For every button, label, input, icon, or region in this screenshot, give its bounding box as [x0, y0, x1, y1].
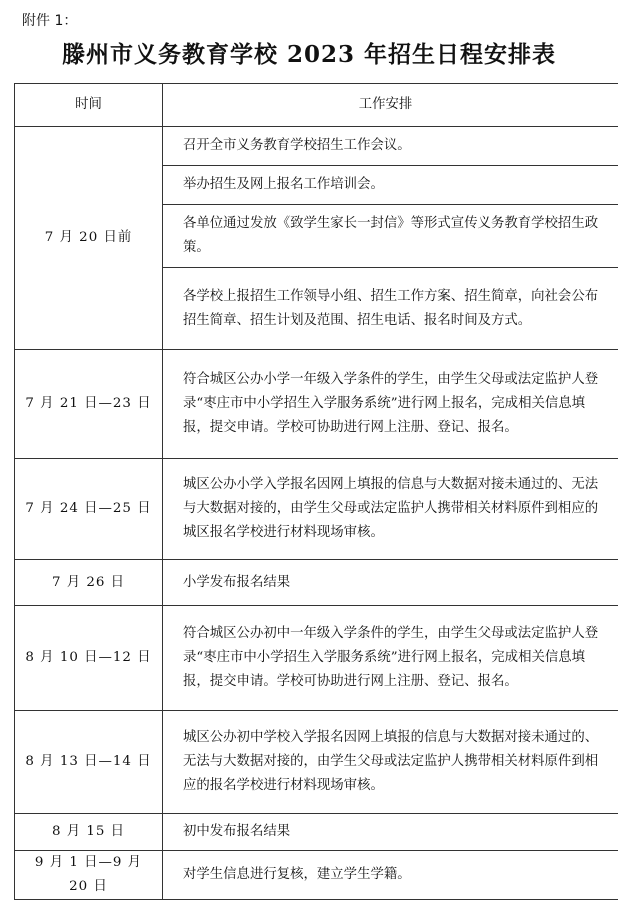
work-cell: 举办招生及网上报名工作培训会。: [163, 166, 618, 205]
table-row: [15, 606, 618, 711]
work-cell: 城区公办初中学校入学报名因网上填报的信息与大数据对接未通过的、无法与大数据对接的，由学生父母或法定监护人携带相关材料原件到相应的报名学校进行材料现场审核。: [163, 711, 618, 814]
table-row: [15, 560, 618, 606]
time-cell: 7 月 20 日前: [15, 127, 163, 350]
table-row: [15, 127, 618, 166]
attachment-label: 附件 1：: [22, 10, 77, 30]
time-cell: 7 月 24 日—25 日: [15, 459, 163, 560]
time-cell: 9 月 1 日—9 月 20 日: [15, 851, 163, 900]
table-row: [15, 851, 618, 900]
time-cell: 8 月 13 日—14 日: [15, 711, 163, 814]
time-cell: 8 月 10 日—12 日: [15, 606, 163, 711]
work-cell: 初中发布报名结果: [163, 814, 618, 851]
time-cell: 7 月 26 日: [15, 560, 163, 606]
header-time: 时间: [15, 84, 163, 127]
work-cell: 各单位通过发放《致学生家长一封信》等形式宣传义务教育学校招生政策。: [163, 205, 618, 268]
header-work: 工作安排: [163, 84, 618, 127]
schedule-table: [14, 83, 618, 900]
work-cell: 符合城区公办初中一年级入学条件的学生，由学生父母或法定监护人登录“枣庄市中小学招生入学服务系统”进行网上报名，完成相关信息填报，提交申请。学校可协助进行网上注册、登记、报名。: [163, 606, 618, 711]
work-cell: 各学校上报招生工作领导小组、招生工作方案、招生简章，向社会公布招生简章、招生计划及范围、招生电话、报名时间及方式。: [163, 268, 618, 350]
time-cell: 7 月 21 日—23 日: [15, 350, 163, 459]
page-title: 滕州市义务教育学校 2023 年招生日程安排表: [0, 36, 618, 69]
work-cell: 对学生信息进行复核，建立学生学籍。: [163, 851, 618, 900]
work-cell: 召开全市义务教育学校招生工作会议。: [163, 127, 618, 166]
work-cell: 小学发布报名结果: [163, 560, 618, 606]
table-row: [15, 350, 618, 459]
work-cell: 符合城区公办小学一年级入学条件的学生，由学生父母或法定监护人登录“枣庄市中小学招生入学服务系统”进行网上报名，完成相关信息填报，提交申请。学校可协助进行网上注册、登记、报名。: [163, 350, 618, 459]
table-row: [15, 814, 618, 851]
time-cell: 8 月 15 日: [15, 814, 163, 851]
table-row: [15, 711, 618, 814]
table-header-row: [15, 84, 618, 127]
work-cell: 城区公办小学入学报名因网上填报的信息与大数据对接未通过的、无法与大数据对接的，由学生父母或法定监护人携带相关材料原件到相应的城区报名学校进行材料现场审核。: [163, 459, 618, 560]
table-row: [15, 459, 618, 560]
